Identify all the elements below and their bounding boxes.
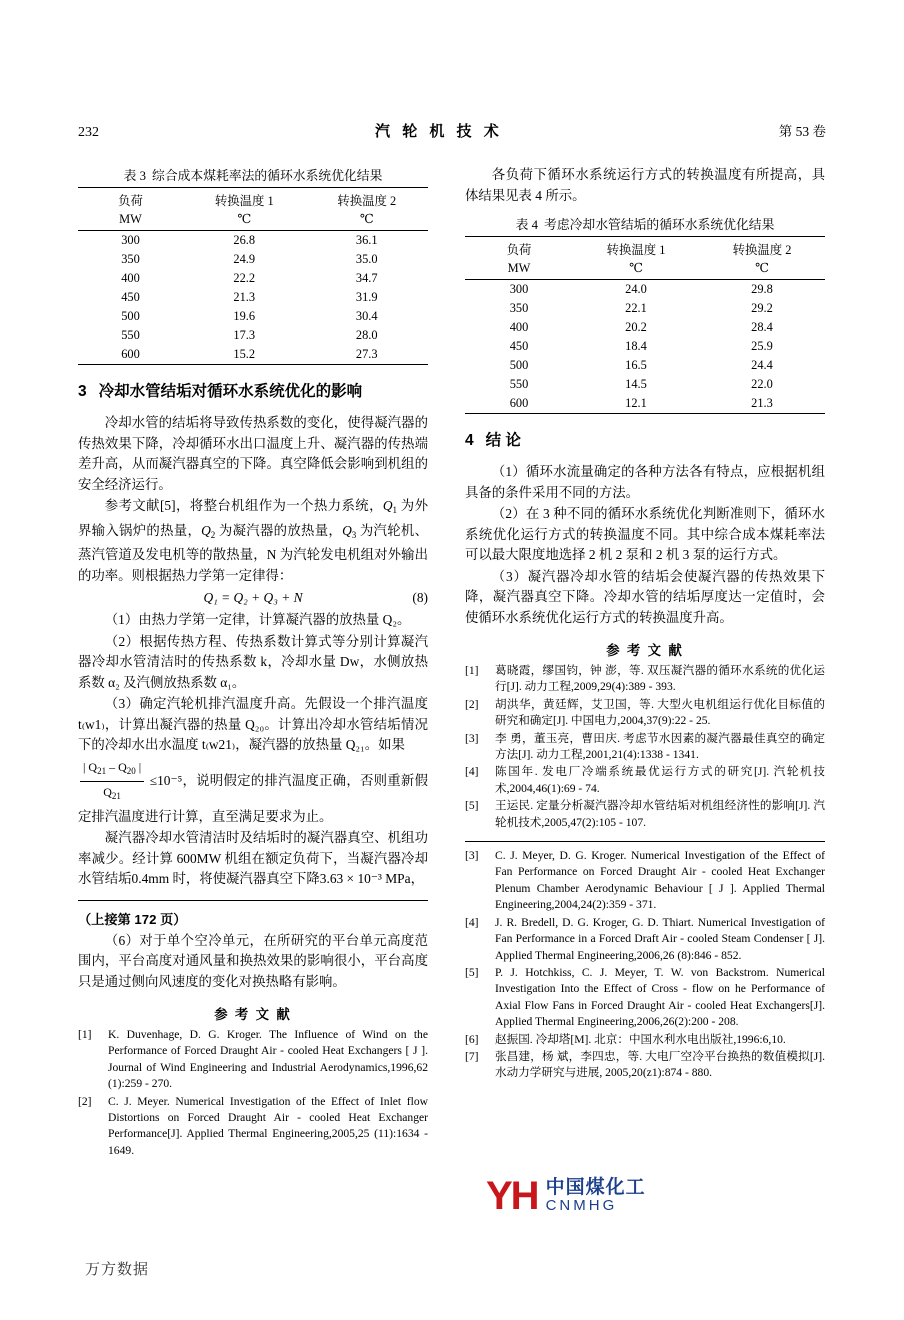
section4-paragraph-2: （2）在 3 种不同的循环水系统优化判断准则下，循环水系统优化运行方式的转换温度不同。其中综合成本煤耗率法可以最大限度地选择 2 机 2 泵和 2 机 3 泵的运行方式。 — [465, 506, 825, 562]
reference-item — [465, 663, 825, 696]
journal-title: 汽 轮 机 技 术 — [375, 123, 503, 140]
s3p2-b: 为外界输入锅炉的热量， — [78, 498, 428, 538]
cell: 19.6 — [233, 309, 256, 323]
equation-8 — [78, 590, 428, 606]
reference-item — [78, 1094, 428, 1160]
reference-text: J. R. Bredell, D. G. Kroger, G. D. Thiart. Numerical Investigation of Fan Performance in a Forced Draft Air - cooled Steam Condenser [ J]. Applied Thermal Engineering,2006,26 (8):846 - 852. — [495, 915, 825, 962]
table-row — [465, 318, 825, 337]
reference-item — [465, 697, 825, 730]
cell: 15.2 — [233, 347, 256, 361]
cell: 30.4 — [355, 309, 378, 323]
reference-text: 胡洪华，黄廷辉，艾卫国，等. 大型火电机组运行优化目标值的研究和确定[J]. 中国电力,2004,37(9):22 - 25. — [495, 697, 825, 728]
table-row — [465, 356, 825, 375]
cell: 600 — [509, 396, 529, 410]
section3-paragraph-3: （1）由热力学第一定律，计算凝汽器的放热量 Q₂。 — [104, 612, 411, 627]
logo-chinese-name: 中国煤化工 — [545, 1177, 646, 1199]
cell: 28.0 — [355, 328, 378, 342]
cell: 12.1 — [625, 396, 647, 410]
cell: 25.9 — [751, 339, 773, 353]
reference-item — [465, 1032, 825, 1048]
left-column — [78, 165, 428, 1160]
cnmhg-logo — [486, 1167, 721, 1225]
table3-unit-1: ℃ — [237, 212, 252, 226]
cell: 500 — [509, 358, 529, 372]
references-title-continued: 参 考 文 献 — [214, 1007, 292, 1022]
cell: 36.1 — [355, 233, 378, 247]
section3-paragraph-5: （3）确定汽轮机排汽温度升高。先假设一个排汽温度 t₍w1₎，计算出凝汽器的热量 Q₂₀。计算出冷却水管结垢情况下的冷却水出水温度 t₍w21₎，凝汽器的放热量 Q₂₁。如果 — [78, 696, 428, 752]
cell: 22.1 — [625, 301, 647, 315]
table3-unit-2: ℃ — [359, 212, 374, 226]
fraction-Q21 — [80, 757, 144, 807]
table-row — [78, 288, 428, 307]
reference-item — [465, 915, 825, 964]
table3-col-1: 转换温度 1 — [214, 194, 274, 208]
table-row — [465, 299, 825, 318]
cell: 24.0 — [625, 282, 647, 296]
section-3-title: 冷却水管结垢对循环水系统优化的影响 — [98, 383, 363, 400]
cell: 22.2 — [233, 271, 256, 285]
symbol-Q1: Q — [382, 498, 393, 513]
reference-text: 张昌建，杨 斌，李四忠，等. 大电厂空冷平台换热的数值模拟[J]. 水动力学研究与进展, 2005,20(z1):874 - 880. — [495, 1049, 825, 1080]
symbol-Q3: Q — [342, 522, 352, 538]
table4-col-2: 转换温度 2 — [732, 243, 792, 257]
section-3-heading — [78, 381, 428, 403]
table4 — [465, 236, 825, 414]
reference-text: 李 勇，董玉亮，曹田庆. 考虑节水因素的凝汽器最佳真空的确定方法[J]. 动力工程,2001,21(4):1338 - 1341. — [495, 731, 825, 762]
section3-paragraph-2 — [78, 496, 428, 586]
cell: 450 — [121, 290, 140, 304]
wanfang-watermark: 万方数据 — [85, 1261, 150, 1278]
s3p2-c: 为凝汽器的放热量， — [215, 522, 343, 538]
right-intro-paragraph: 各负荷下循环水系统运行方式的转换温度有所提高，具体结果见表 4 所示。 — [465, 167, 825, 203]
reference-text: C. J. Meyer, D. G. Kroger. Numerical Investigation of the Effect of Fan Performance on Forced Draught Air - cooled Heat Exchanger Plenum Chamber Aerodynamic Behaviour [ J ]. Applied Thermal Engineering,2004,24(2):359 - 371. — [495, 849, 825, 912]
cell: 24.4 — [751, 358, 773, 372]
fraction-denominator: $Q_{21}$ — [103, 785, 121, 801]
table3-caption — [78, 165, 428, 184]
table3-number: 表 3 — [123, 169, 147, 183]
fraction-numerator: | $Q_{21} - Q_{20}$ | — [80, 757, 144, 783]
logo-mark: YH — [486, 1174, 538, 1218]
section-4-number: 4 — [465, 432, 474, 449]
reference-number: [5] — [465, 965, 479, 979]
cell: 35.0 — [355, 252, 378, 266]
reference-item — [465, 1049, 825, 1082]
section3-paragraph-5-tail: ≤10⁻⁵，说明假定的排汽温度正确，否则重新假定排汽温度进行计算，直至满足要求为止。 — [78, 772, 428, 824]
section-4-heading — [465, 430, 825, 452]
references-continued-right — [465, 848, 825, 1082]
cell: 21.3 — [751, 396, 773, 410]
table4-col-0: 负荷 — [506, 243, 532, 257]
reference-number: [6] — [465, 1032, 479, 1046]
cell: 350 — [121, 252, 140, 266]
reference-number: [4] — [465, 765, 479, 779]
reference-number: [7] — [465, 1049, 479, 1063]
reference-item — [465, 798, 825, 831]
section3-paragraph-4: （2）根据传热方程、传热系数计算式等分别计算凝汽器冷却水管清洁时的传热系数 k，冷却水量 Dw，水侧放热系数 α₂ 及汽侧放热系数 α₁。 — [78, 633, 428, 690]
cell: 550 — [509, 377, 529, 391]
table4-body — [465, 280, 825, 414]
cell: 350 — [509, 301, 529, 315]
reference-text: 葛晓霞，缪国钧，钟 澎，等. 双压凝汽器的循环水系统的优化运行[J]. 动力工程,2009,29(4):389 - 393. — [495, 664, 825, 694]
reference-number: [1] — [465, 664, 479, 677]
cell: 600 — [121, 347, 140, 361]
equation-8-body: Q₁ = Q₂ + Q₃ + N — [203, 590, 303, 605]
reference-text: 陈国年. 发电厂冷端系统最优运行方式的研究[J]. 汽轮机技术,2004,46(1):69 - 74. — [495, 765, 825, 795]
references-title-main: 参 考 文 献 — [606, 643, 684, 658]
table3-title: 综合成本煤耗率法的循环水系统优化结果 — [152, 169, 383, 183]
symbol-Q2-sub: 2 — [210, 529, 216, 540]
page-number: 232 — [78, 125, 99, 140]
section4-paragraph-1: （1）循环水流量确定的各种方法各有特点，应根据机组具备的条件采用不同的方法。 — [465, 464, 825, 500]
reference-text: 王运民. 定量分析凝汽器冷却水管结垢对机组经济性的影响[J]. 汽轮机技术,2005,47(2):105 - 107. — [495, 799, 825, 829]
table-row — [78, 345, 428, 365]
reference-text: K. Duvenhage, D. G. Kroger. The Influence of Wind on the Performance of Forced Draught Air - cooled Heat Exchangers [ J ]. Journal of Wind Engineering and Industrial Aerodynamics,1996,62 (1):259 - 270. — [108, 1028, 428, 1091]
cell: 29.2 — [751, 301, 773, 315]
table4-caption — [465, 214, 825, 233]
cell: 27.3 — [355, 347, 378, 361]
table4-unit-2: ℃ — [755, 261, 769, 275]
table3 — [78, 187, 428, 365]
table-row — [465, 394, 825, 414]
symbol-Q1-sub: 1 — [392, 505, 398, 515]
logo-latin-name: CNMHG — [545, 1197, 618, 1215]
cell: 400 — [121, 271, 140, 285]
reference-text: C. J. Meyer. Numerical Investigation of the Effect of Inlet flow Distortions on Forced Draught Air - cooled Heat Exchanger Performance[J]. Applied Thermal Engineering,2005,25 (11):1634 - 1649. — [108, 1094, 428, 1157]
section4-paragraph-3: （3）凝汽器冷却水管的结垢会使凝汽器的传热效果下降，凝汽器真空下降。冷却水管的结垢厚度达一定值时，会使循环水系统优化运行方式的转换温度升高。 — [465, 568, 825, 625]
equation-8-number: (8) — [412, 590, 428, 605]
section3-paragraph-6: 凝汽器冷却水管清洁时及结垢时的凝汽器真空、机组功率减少。经计算 600MW 机组在额定负荷下，当凝汽器冷却水管结垢0.4mm 时，将使凝汽器真空下降3.63 × 10⁻³ MPa， — [78, 830, 428, 886]
section-4-title: 结 论 — [485, 432, 521, 449]
table3-block — [78, 165, 428, 365]
continued-note: （上接第 172 页） — [78, 911, 187, 927]
reference-number: [5] — [465, 799, 479, 813]
cell: 20.2 — [625, 320, 647, 334]
cell: 34.7 — [355, 271, 378, 285]
cell: 550 — [121, 328, 140, 342]
cell: 17.3 — [233, 328, 256, 342]
continued-paragraph: （6）对于单个空冷单元，在所研究的平台单元高度范围内，平台高度对通风量和换热效果的影响很小，平台高度只是通过侧向风速度的变化对换热略有影响。 — [78, 932, 428, 989]
table3-body — [78, 231, 428, 365]
reference-number: [3] — [465, 731, 479, 745]
cell: 24.9 — [233, 252, 256, 266]
cell: 28.4 — [751, 320, 773, 334]
section3-paragraph-1: 冷却水管的结垢将导致传热系数的变化，使得凝汽器的传热效果下降，冷却循环水出口温度上升、凝汽器的传热端差升高，从而凝汽器真空的下降。真空降低会影响到机组的安全经济运行。 — [78, 415, 428, 492]
s3p2-d: 为汽轮机、蒸汽管道及发电机等的散热量，N 为汽轮发电机组对外输出的功率。则根据热力学第一定律得： — [78, 522, 428, 583]
table4-unit-1: ℃ — [629, 261, 643, 275]
table3-col-0: 负荷 — [118, 194, 143, 208]
cell: 29.8 — [751, 282, 773, 296]
table3-unit-0: MW — [119, 211, 142, 226]
table-row — [465, 375, 825, 394]
reference-number: [3] — [465, 849, 479, 863]
table-row — [78, 307, 428, 326]
references-main — [465, 663, 825, 831]
cell: 14.5 — [625, 377, 647, 391]
running-head — [78, 120, 826, 141]
divider — [465, 841, 825, 842]
table-row — [465, 280, 825, 300]
symbol-Q3-sub: 3 — [351, 529, 357, 540]
cell: 21.3 — [233, 290, 256, 304]
table-row — [78, 250, 428, 269]
section-3-number: 3 — [78, 383, 87, 400]
table4-title: 考虑冷却水管结垢的循环水系统优化结果 — [544, 218, 775, 232]
right-column — [465, 165, 825, 1083]
table-row — [78, 326, 428, 345]
table-row — [78, 269, 428, 288]
cell: 300 — [121, 233, 140, 247]
reference-number: [2] — [78, 1094, 92, 1108]
table-row — [78, 231, 428, 251]
reference-text: 赵振国. 冷却塔[M]. 北京：中国水利水电出版社,1996:6,10. — [495, 1032, 786, 1046]
section3-inline-formula — [78, 757, 428, 828]
reference-item — [78, 1027, 428, 1093]
reference-number: [2] — [465, 697, 479, 711]
reference-item — [465, 764, 825, 797]
table4-unit-0: MW — [507, 260, 531, 275]
reference-item — [465, 731, 825, 764]
reference-text: P. J. Hotchkiss, C. J. Meyer, T. W. von Backstrom. Numerical Investigation Into the Effect of Cross - flow on he Performance of Axial Flow Fans in Forced Draught Air - cooled Heat Exchangers[J]. Applied Thermal Engineering,2006,26(2):200 - 208. — [495, 965, 825, 1029]
cell: 31.9 — [355, 290, 378, 304]
divider — [78, 900, 428, 901]
cell: 16.5 — [625, 358, 647, 372]
cell: 400 — [509, 320, 529, 334]
reference-number: [4] — [465, 915, 479, 929]
cell: 18.4 — [625, 339, 647, 353]
table4-number: 表 4 — [515, 218, 539, 232]
table4-block — [465, 214, 825, 414]
reference-number: [1] — [78, 1028, 92, 1041]
table3-col-2: 转换温度 2 — [337, 194, 397, 208]
reference-item — [465, 965, 825, 1031]
references-continued-left — [78, 1027, 428, 1159]
logo-text — [546, 1178, 646, 1214]
symbol-Q2: Q — [201, 522, 211, 538]
cell: 26.8 — [233, 233, 256, 247]
cell: 450 — [509, 339, 529, 353]
table4-col-1: 转换温度 1 — [606, 243, 666, 257]
table-row — [465, 337, 825, 356]
cell: 300 — [509, 282, 529, 296]
volume-label: 第 53 卷 — [778, 124, 826, 139]
cell: 22.0 — [751, 377, 773, 391]
s3p2-a: 参考文献[5]，将整台机组作为一个热力系统， — [104, 498, 383, 513]
reference-item — [465, 848, 825, 914]
cell: 500 — [121, 309, 140, 323]
